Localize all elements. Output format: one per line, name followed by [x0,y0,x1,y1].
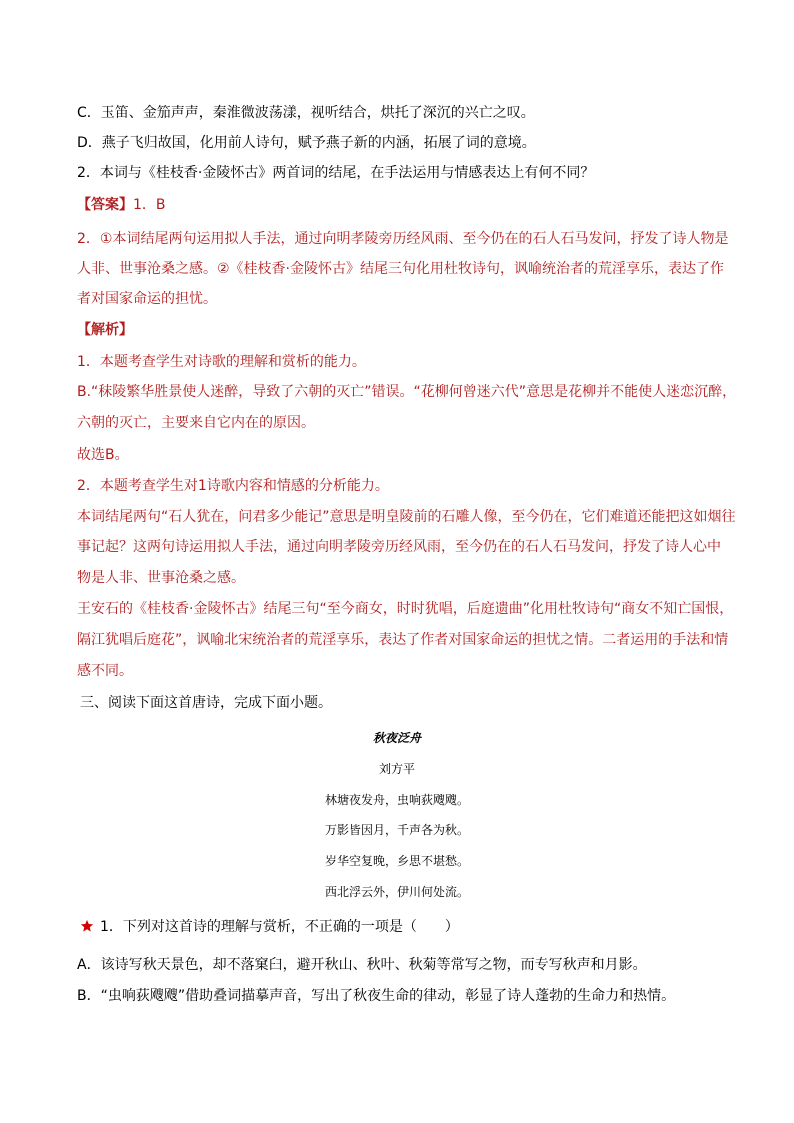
answer-q2-line: 者对国家命运的担忧。 [77,291,217,307]
answer-q2-line: 2．①本词结尾两句运用拟人手法，通过向明孝陵旁历经风雨、至今仍在的石人石马发问，抒发了诗人物是 [77,231,729,247]
analysis-line: 1．本题考查学生对诗歌的理解和赏析的能力。 [77,354,366,370]
star-icon [80,919,94,933]
analysis-line: 感不同。 [77,663,133,679]
answer-q2-line: 人非、世事沧桑之感。②《桂枝香·金陵怀古》结尾三句化用杜牧诗句，讽喻统治者的荒淫享乐，表达了作 [77,261,724,277]
poem-verse: 万影皆因月，千声各为秋。 [324,823,469,837]
analysis-line: 六朝的灭亡，主要来自它内在的原因。 [77,415,315,431]
poem-verse: 岁华空复晚，乡思不堪愁。 [324,854,469,868]
analysis-line: 隔江犹唱后庭花”，讽喻北宋统治者的荒淫享乐，表达了作者对国家命运的担忧之情。二者运用的手法和情 [77,632,729,648]
analysis-line: 事记起？这两句诗运用拟人手法，通过向明孝陵旁历经风雨，至今仍在的石人石马发问，抒发了诗人心中 [77,539,721,555]
analysis-label: 【解析】 [77,322,133,338]
analysis-line: 故选B。 [77,447,129,463]
answer-label: 【答案】 [77,197,133,213]
option-a: A．该诗写秋天景色，却不落窠臼，避开秋山、秋叶、秋菊等常写之物，而专写秋声和月影。 [77,957,647,973]
poem-verse: 林塘夜发舟，虫响荻飕飕。 [324,793,469,807]
poem-author: 刘方平 [378,762,415,776]
question-1: 1．下列对这首诗的理解与赏析，不正确的一项是（ ） [100,919,459,935]
analysis-line: 王安石的《桂枝香·金陵怀古》结尾三句“至今商女，时时犹唱，后庭遗曲”化用杜牧诗句“商女不知亡国恨， [77,601,734,617]
answer-row [77,196,166,214]
analysis-line: 本词结尾两句“石人犹在，问君多少能记”意思是明皇陵前的石雕人像，至今仍在，它们难道还能把这如烟往 [77,509,736,525]
analysis-line: 物是人非、世事沧桑之感。 [77,570,245,586]
section-heading: 三、阅读下面这首唐诗，完成下面小题。 [80,695,332,711]
option-b: B．“虫响荻飕飕”借助叠词描摹声音，写出了秋夜生命的律动，彰显了诗人蓬勃的生命力和热情。 [77,988,676,1004]
poem-title: 秋夜泛舟 [372,731,421,745]
analysis-line: 2．本题考查学生对1诗歌内容和情感的分析能力。 [77,478,389,494]
option-d: D．燕子飞归故国，化用前人诗句，赋予燕子新的内涵，拓展了词的意境。 [77,135,536,151]
question-2: 2．本词与《桂枝香·金陵怀古》两首词的结尾，在手法运用与情感表达上有何不同？ [77,165,595,181]
answer-q1: 1．B [133,197,166,213]
analysis-line: B.“秣陵繁华胜景使人迷醉，导致了六朝的灭亡”错误。“花柳何曾迷六代”意思是花柳并不能使人迷恋沉醉， [77,384,737,400]
poem-verse: 西北浮云外，伊川何处流。 [324,885,469,899]
option-c: C．玉笛、金笳声声，秦淮微波荡漾，视听结合，烘托了深沉的兴亡之叹。 [77,105,535,121]
